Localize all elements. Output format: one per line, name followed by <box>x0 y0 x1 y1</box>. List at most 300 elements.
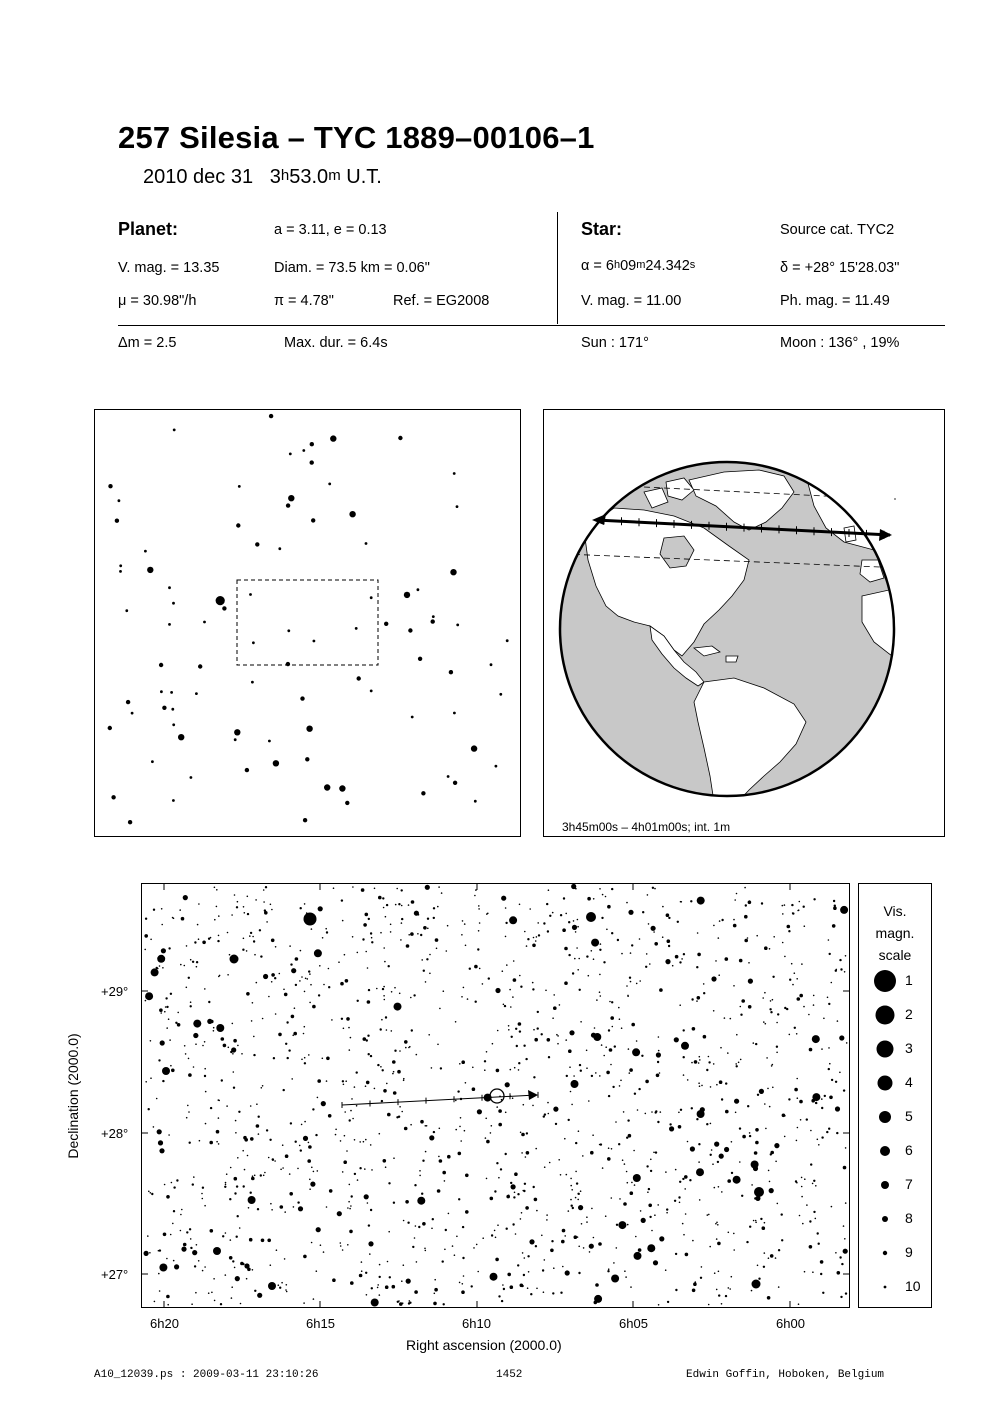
field-star <box>231 1047 236 1052</box>
field-star <box>675 1169 677 1171</box>
field-star <box>736 1065 738 1067</box>
field-star <box>734 1099 739 1104</box>
field-star <box>190 959 192 961</box>
field-star <box>211 1292 213 1294</box>
field-star <box>781 1239 783 1241</box>
field-star <box>283 1089 285 1091</box>
field-star <box>579 1064 581 1066</box>
field-star <box>725 1082 727 1084</box>
field-star <box>560 914 562 916</box>
field-star <box>452 1245 454 1247</box>
finder-star <box>417 588 420 591</box>
field-star <box>821 1048 823 1050</box>
field-star <box>512 1097 514 1099</box>
field-star <box>628 1048 630 1050</box>
field-star <box>465 1174 469 1178</box>
field-star <box>247 1155 249 1157</box>
field-star <box>757 1265 759 1267</box>
event-time-minutes: 53.0 <box>289 166 329 188</box>
field-star <box>525 1058 527 1060</box>
field-star <box>709 1246 711 1248</box>
field-star <box>164 1011 166 1013</box>
field-star <box>537 1027 539 1029</box>
field-star <box>647 894 649 896</box>
field-star <box>570 1178 572 1180</box>
field-star <box>656 1074 660 1078</box>
ytick-label: +27° <box>101 1267 129 1282</box>
field-star <box>290 963 292 965</box>
field-star <box>280 1169 282 1171</box>
field-star <box>442 1171 446 1175</box>
field-star <box>794 1088 798 1092</box>
field-star <box>708 1214 710 1216</box>
field-star <box>697 953 701 957</box>
field-star <box>421 959 423 961</box>
field-star <box>248 1196 256 1204</box>
field-star <box>522 1190 524 1192</box>
field-star <box>166 1295 170 1299</box>
field-star <box>718 974 720 976</box>
field-star <box>251 1177 255 1181</box>
field-star <box>586 1216 588 1218</box>
field-star <box>602 894 604 896</box>
field-star <box>801 1196 803 1198</box>
field-star <box>381 1019 383 1021</box>
scale-title: Vis. magn. scale <box>875 903 915 963</box>
field-star <box>420 1120 424 1124</box>
finder-chart-panel <box>94 409 521 837</box>
field-star <box>366 1039 368 1041</box>
field-star <box>347 1244 349 1246</box>
finder-star <box>160 690 163 693</box>
field-star <box>571 1104 573 1106</box>
table-divider-horizontal <box>118 325 945 326</box>
field-star <box>791 963 793 965</box>
field-star <box>840 906 848 914</box>
field-star <box>425 1250 427 1252</box>
magnitude-drop: Δm = 2.5 <box>118 335 177 351</box>
scale-dot <box>883 1251 887 1255</box>
field-star <box>651 1111 653 1113</box>
field-star <box>150 1192 152 1194</box>
field-star <box>570 1199 572 1201</box>
field-star <box>488 977 490 979</box>
field-star <box>797 1127 799 1129</box>
field-star <box>716 1222 718 1224</box>
field-star <box>153 1126 155 1128</box>
field-star <box>654 942 658 946</box>
field-star <box>633 1150 635 1152</box>
field-star <box>378 896 382 900</box>
field-star <box>150 1040 152 1042</box>
finder-star <box>126 700 130 704</box>
field-star <box>437 1189 441 1193</box>
field-star <box>769 948 771 950</box>
field-star <box>514 1067 516 1069</box>
field-star <box>755 1043 757 1045</box>
field-star <box>240 1303 242 1305</box>
field-star <box>703 992 705 994</box>
star-chart <box>142 884 849 1307</box>
field-star <box>526 1132 528 1134</box>
field-star <box>724 1017 726 1019</box>
field-star <box>740 1006 742 1008</box>
field-star <box>577 1236 579 1238</box>
field-star <box>753 1220 755 1222</box>
finder-star <box>278 547 281 550</box>
field-star <box>204 1266 206 1268</box>
event-datetime <box>143 166 382 189</box>
field-star <box>541 1235 543 1237</box>
field-star <box>307 1159 311 1163</box>
field-star <box>837 1020 839 1022</box>
field-star <box>340 1242 342 1244</box>
field-star <box>690 1146 695 1151</box>
field-star <box>831 1079 833 1081</box>
field-star <box>368 989 370 991</box>
field-star <box>735 1063 737 1065</box>
field-star <box>242 949 244 951</box>
field-star <box>354 1173 356 1175</box>
field-star <box>815 1185 817 1187</box>
field-star <box>426 958 428 960</box>
field-star <box>289 1173 291 1175</box>
field-star <box>348 1027 350 1029</box>
field-star <box>243 1136 247 1140</box>
field-star <box>371 1169 373 1171</box>
field-star <box>369 1253 371 1255</box>
field-star <box>405 1200 409 1204</box>
field-star <box>595 1283 599 1287</box>
star-heading: Star: <box>581 219 623 239</box>
field-star <box>843 1225 845 1227</box>
field-star <box>352 886 354 888</box>
field-star <box>392 1285 396 1289</box>
field-star <box>498 1123 502 1127</box>
field-star <box>828 1128 830 1130</box>
field-star <box>260 955 262 957</box>
field-star <box>221 1037 225 1041</box>
finder-star <box>162 706 166 710</box>
field-star <box>650 1170 652 1172</box>
moon-elongation: Moon : 136° , 19% <box>780 335 900 351</box>
field-star <box>154 1301 156 1303</box>
field-star <box>246 950 248 952</box>
field-star <box>438 886 440 888</box>
field-star <box>777 1013 779 1015</box>
field-star <box>274 1160 276 1162</box>
field-star <box>524 1257 526 1259</box>
field-star <box>776 1022 778 1024</box>
field-star <box>371 1299 379 1307</box>
finder-star <box>300 696 304 700</box>
asteroid-path-arrowhead <box>528 1090 538 1100</box>
field-star <box>823 1018 825 1020</box>
field-star <box>505 1153 507 1155</box>
field-star <box>650 1159 652 1161</box>
field-star <box>511 1036 513 1038</box>
field-star <box>561 1240 565 1244</box>
field-star <box>168 947 170 949</box>
field-star <box>544 1113 546 1115</box>
field-star <box>282 1167 284 1169</box>
field-star <box>494 1190 496 1192</box>
field-star <box>263 974 268 979</box>
field-star <box>548 1056 550 1058</box>
bright-star <box>230 955 239 964</box>
field-star <box>845 955 847 957</box>
field-star <box>755 1128 759 1132</box>
field-star <box>576 1182 578 1184</box>
field-star <box>806 1204 808 1206</box>
field-star <box>161 924 163 926</box>
field-star <box>478 930 480 932</box>
field-star <box>525 1206 529 1210</box>
field-star <box>160 1040 165 1045</box>
field-star <box>258 1133 260 1135</box>
field-star <box>380 1066 382 1068</box>
field-star <box>344 1111 346 1113</box>
finder-star <box>287 629 290 632</box>
field-star <box>520 1132 522 1134</box>
ytick-label: +28° <box>101 1126 129 1141</box>
planet-diameter: Diam. = 73.5 km = 0.06" <box>274 260 430 276</box>
field-star <box>529 1239 534 1244</box>
field-star <box>733 924 737 928</box>
field-star <box>333 887 335 889</box>
field-star <box>510 1182 512 1184</box>
field-star <box>462 920 464 922</box>
field-star <box>741 999 745 1003</box>
field-star <box>486 1178 488 1180</box>
field-star <box>301 1059 303 1061</box>
field-star <box>439 1159 443 1163</box>
field-star <box>839 959 841 961</box>
field-star <box>534 1038 538 1042</box>
field-star <box>270 1203 272 1205</box>
field-star <box>263 889 265 891</box>
field-star <box>388 965 390 967</box>
finder-star <box>421 791 425 795</box>
field-star <box>376 988 378 990</box>
field-star <box>390 924 392 926</box>
field-star <box>798 909 800 911</box>
field-star <box>733 919 735 921</box>
field-star <box>603 1055 605 1057</box>
field-star <box>607 1270 609 1272</box>
field-star <box>679 1181 681 1183</box>
field-star <box>441 892 443 894</box>
field-star <box>634 1093 636 1095</box>
field-star <box>649 963 651 965</box>
field-star <box>698 1082 700 1084</box>
field-star <box>300 1149 302 1151</box>
field-star <box>503 1288 505 1290</box>
field-star <box>304 903 306 905</box>
field-star <box>204 1068 206 1070</box>
field-star <box>231 914 233 916</box>
field-star <box>460 1140 462 1142</box>
field-star <box>668 945 670 947</box>
field-star <box>789 979 791 981</box>
field-star <box>836 969 838 971</box>
field-star <box>566 1075 568 1077</box>
field-star <box>275 1013 277 1015</box>
field-star <box>323 984 325 986</box>
finder-star <box>234 729 240 735</box>
field-star <box>828 939 830 941</box>
field-star <box>739 1161 741 1163</box>
field-star <box>261 1239 265 1243</box>
field-star <box>782 942 784 944</box>
field-star <box>315 1134 317 1136</box>
field-star <box>820 1273 822 1275</box>
field-star <box>465 1210 469 1214</box>
field-star <box>307 978 309 980</box>
field-star <box>325 928 327 930</box>
field-star <box>460 1117 462 1119</box>
field-star <box>666 1212 668 1214</box>
field-star <box>335 1134 337 1136</box>
field-star <box>564 947 568 951</box>
field-star <box>228 1047 230 1049</box>
finder-star <box>328 483 331 486</box>
field-star <box>198 1260 200 1262</box>
field-star <box>367 1000 371 1004</box>
field-star <box>546 1214 548 1216</box>
page-title: 257 Silesia – TYC 1889–00106–1 <box>118 120 595 155</box>
field-star <box>250 932 252 934</box>
field-star <box>482 983 484 985</box>
field-star <box>808 1014 810 1016</box>
field-star <box>511 1184 516 1189</box>
field-star <box>191 1303 193 1305</box>
field-star <box>626 1171 628 1173</box>
field-star <box>755 1222 757 1224</box>
field-star <box>398 1300 400 1302</box>
field-star <box>633 1174 641 1182</box>
field-star <box>144 934 148 938</box>
field-star <box>679 1202 681 1204</box>
field-star <box>675 1253 677 1255</box>
field-star <box>392 1073 394 1075</box>
field-star <box>696 1118 698 1120</box>
finder-star <box>411 716 414 719</box>
field-star <box>595 1072 597 1074</box>
field-star <box>641 1218 646 1223</box>
field-star <box>608 1268 610 1270</box>
field-star <box>158 1059 160 1061</box>
field-star <box>222 1235 224 1237</box>
finder-star <box>255 542 259 546</box>
field-star <box>390 931 392 933</box>
field-star <box>213 1278 215 1280</box>
field-star <box>214 887 216 889</box>
globe-map <box>544 410 944 836</box>
field-star <box>271 939 275 943</box>
field-star <box>571 884 576 889</box>
finder-star <box>339 785 345 791</box>
field-star <box>202 1187 204 1189</box>
field-star <box>202 941 206 945</box>
field-star <box>447 925 449 927</box>
field-star <box>840 968 842 970</box>
field-star <box>552 912 554 914</box>
field-star <box>611 1001 613 1003</box>
field-star <box>638 1248 642 1252</box>
field-star <box>619 1198 621 1200</box>
field-star <box>591 1033 596 1038</box>
field-star <box>658 1050 660 1052</box>
field-star <box>241 1053 243 1055</box>
field-star <box>342 1080 344 1082</box>
field-star <box>425 981 427 983</box>
field-star <box>696 966 698 968</box>
field-star <box>350 1205 352 1207</box>
field-star <box>754 1151 758 1155</box>
field-star <box>607 905 611 909</box>
field-star <box>414 911 419 916</box>
field-star <box>145 1000 147 1002</box>
field-star <box>292 1035 294 1037</box>
field-star <box>370 1144 372 1146</box>
field-star <box>371 937 373 939</box>
field-star <box>370 1209 372 1211</box>
field-star <box>151 1193 153 1195</box>
field-star <box>385 1166 387 1168</box>
field-star <box>255 899 257 901</box>
field-star <box>571 1080 579 1088</box>
field-star <box>615 1121 617 1123</box>
field-star <box>312 1005 316 1009</box>
field-star <box>812 1183 814 1185</box>
field-star <box>484 1069 486 1071</box>
finder-star <box>168 623 171 626</box>
bright-star <box>213 1247 221 1255</box>
field-star <box>365 1085 367 1087</box>
field-star <box>617 939 619 941</box>
field-star <box>580 1190 582 1192</box>
star-declination: δ = +28° 15'28.03" <box>780 260 900 276</box>
field-star <box>736 893 738 895</box>
field-star <box>418 1226 420 1228</box>
field-star <box>620 1080 622 1082</box>
star-right-ascension: $\alpha = 6^h09^m24.342^s$ <box>581 258 696 274</box>
field-star <box>329 1189 333 1193</box>
field-star <box>410 997 412 999</box>
field-star <box>560 1174 562 1176</box>
field-star <box>657 1204 659 1206</box>
finder-star <box>404 592 410 598</box>
field-star <box>501 1300 503 1302</box>
finder-star <box>171 708 174 711</box>
field-star <box>171 1182 173 1184</box>
field-star <box>218 976 220 978</box>
field-star <box>639 980 641 982</box>
field-star <box>839 1256 841 1258</box>
field-star <box>809 1220 811 1222</box>
finder-star <box>251 681 254 684</box>
field-star <box>289 945 291 947</box>
field-star <box>627 995 629 997</box>
field-star <box>803 906 805 908</box>
field-star <box>264 1172 266 1174</box>
field-star <box>401 1280 403 1282</box>
field-star <box>839 1035 844 1040</box>
field-star <box>237 901 239 903</box>
field-star <box>571 1205 573 1207</box>
field-star <box>568 1119 570 1121</box>
